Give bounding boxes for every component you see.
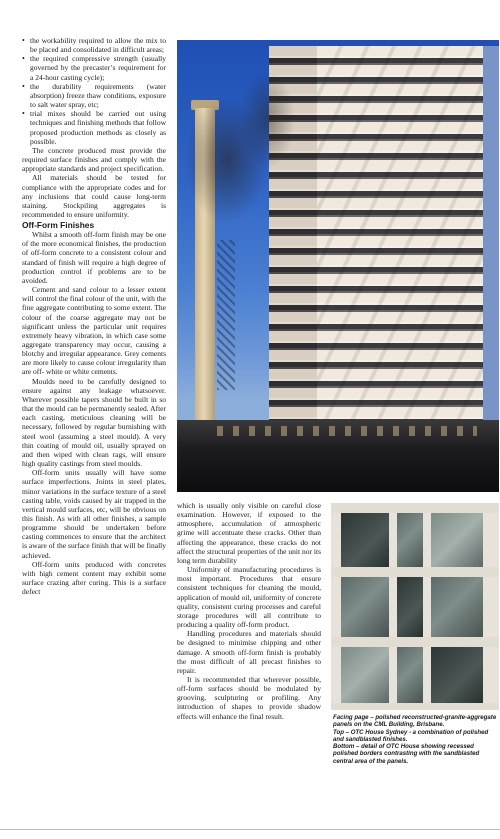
photo-panel-border bbox=[331, 503, 499, 513]
photo-panel-border bbox=[331, 637, 499, 647]
paragraph-concrete-produced: The concrete produced must provide the required surface finishes and comply with the appropriate standards and project specification. bbox=[22, 145, 166, 174]
photo-panel-border bbox=[389, 503, 397, 710]
paragraph-handling: Handling procedures and materials should be designed to minimise chipping and other damage. A smooth off-form finish is probably the most difficult of all precast finishes to repair. bbox=[177, 629, 321, 675]
photo-panel-border bbox=[331, 503, 341, 710]
photo-window-pane bbox=[431, 513, 483, 567]
bullet-trial-mixes: • trial mixes should be carried out using techniques and finishing methods that follow proposed production methods as closely as possible. bbox=[22, 109, 166, 146]
photo-tree-branches bbox=[177, 40, 317, 340]
photo-window-pane bbox=[341, 647, 389, 703]
photo-caption bbox=[333, 714, 499, 765]
caption-facing-page: Facing page – polished reconstructed-granite-aggregate panels on the CML Building, Brisbane. bbox=[333, 714, 497, 729]
photo-window-pane bbox=[341, 577, 389, 637]
photo-sky-edge bbox=[483, 46, 499, 426]
paragraph-surface-crazing: Off-form units produced with concretes with high cement content may exhibit some surface crazing after curing. This is a surface defect bbox=[22, 559, 166, 597]
photo-window-pane bbox=[341, 513, 389, 567]
paragraph-smooth-off-form: Whilst a smooth off-form finish may be one of the more economical finishes, the production of off-form concrete to a consistent colour and standard of finish will require a high degree of production control if problems are to be avoided. bbox=[22, 230, 166, 285]
caption-top: Top – OTC House Sydney - a combination of polished and sandblasted finishes. bbox=[333, 728, 489, 743]
bullet-compressive-strength: • the required compressive strength (usually governed by the precaster’s requirement for a 24-hour casting cycle); bbox=[22, 54, 166, 81]
paragraph-careful-examination: which is usually only visible on careful close examination. However, if exposed to the atmosphere, accumulation of atmospheric grime will accentuate these cracks. Other than affecting the appearance, these cracks do not affect the structural properties of the unit nor its long term durability bbox=[177, 501, 321, 565]
photo-otc-house-sydney bbox=[177, 40, 499, 492]
bullet-durability: • the durability requirements (water absorption) freeze thaw conditions, exposure to salt water spray, etc; bbox=[22, 82, 166, 109]
photo-window-pane bbox=[431, 577, 483, 637]
paragraph-modulated-surfaces: It is recommended that wherever possible, off-form surfaces should be modulated by grooving, sculpturing or profiling. Any introduction of shapes to provide shadow effects will enhance the final result. bbox=[177, 674, 321, 721]
middle-text-column bbox=[177, 501, 321, 721]
photo-otc-house-detail bbox=[331, 503, 499, 710]
photo-window-pane bbox=[397, 647, 423, 703]
bullet-workability: • the workability required to allow the mix to be placed and consolidated in difficult areas; bbox=[22, 36, 166, 54]
paragraph-uniformity: Uniformity of manufacturing procedures is most important. Procedures that ensure consistent techniques for cleaning the mould, application of mould oil, uniformity of concrete quality, consistent curing processes and careful storage procedures will all contribute to producing a quality off-form product. bbox=[177, 565, 321, 630]
paragraph-surface-imperfections: Off-form units usually will have some surface imperfections. Joints in steel plates, minor variations in the surface texture of a steel casting table, voids caused by air trapped in the vertical mould surfaces, etc, will be obvious on this finish. As with all other finishes, a sample programme should be undertaken before casting commences to ensure that the architect is aware of the surface finish that will be finally achieved. bbox=[22, 468, 166, 560]
left-text-column bbox=[22, 36, 166, 596]
requirements-bullet-list bbox=[22, 36, 166, 146]
photo-window-pane bbox=[431, 647, 483, 703]
paragraph-moulds: Moulds need to be carefully designed to ensure against any leakage whatsoever. Wherever possible tapers should be built in so that the mould can be permanently sealed. After each casting, meticulous cleaning will be necessary, followed by regular burnishing with steel wool (assuming a steel mould). A very thin coating of mould oil, usually sprayed on and then wiped with clean rags, will ensure high quality castings from steel moulds. bbox=[22, 376, 166, 469]
photo-panel-border bbox=[483, 503, 499, 710]
photo-panel-border bbox=[331, 567, 499, 577]
photo-window-pane bbox=[397, 577, 423, 637]
caption-bottom: Bottom – detail of OTC House showing recessed polished borders contrasting with the sandblasted central area of the panels. bbox=[333, 743, 480, 765]
section-heading-off-form-finishes: Off-Form Finishes bbox=[22, 220, 95, 231]
photo-panel-border bbox=[423, 503, 431, 710]
photo-street-lights bbox=[217, 426, 477, 436]
page-bottom-rule bbox=[0, 829, 500, 830]
photo-panel-border bbox=[331, 703, 499, 710]
photo-window-pane bbox=[397, 513, 423, 567]
paragraph-cement-sand-colour: Cement and sand colour to a lesser extent will control the final colour of the unit, with the fine aggregate contributing to some extent. The colour of the coarse aggregate may not be significant unless the particular unit requires extremely heavy vibration, in which case some aggregate transparency may occur, causing a blotchy and irregular appearance. Grey cements are more likely to cause colour irregularity than are off- white or white cements. bbox=[22, 285, 166, 377]
paragraph-materials-tested: All materials should be tested for compliance with the appropriate codes and for any inclusions that could cause long-term staining. Stockpiling aggregates is recommended to ensure uniformity. bbox=[22, 173, 166, 219]
photo-tower-shading bbox=[317, 46, 485, 426]
